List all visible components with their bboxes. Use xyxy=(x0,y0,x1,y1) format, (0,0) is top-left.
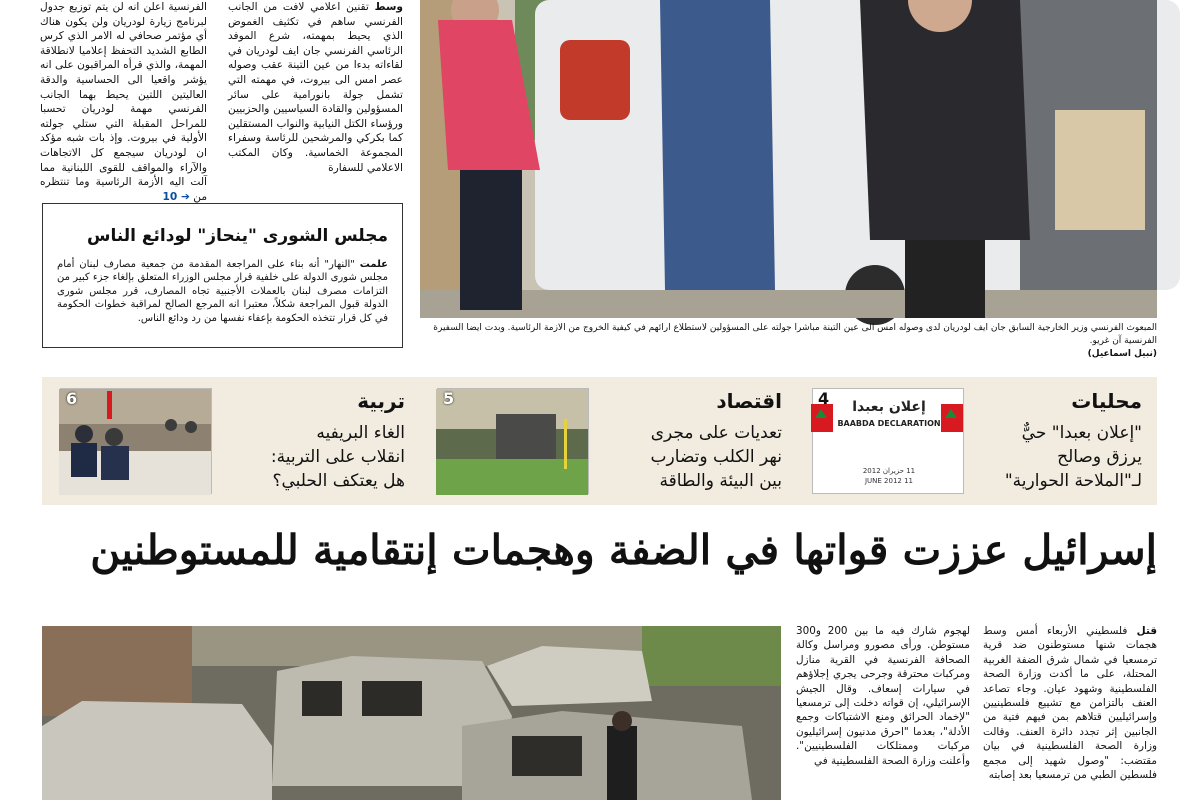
teaser-line: بين البيئة والطاقة xyxy=(659,471,782,491)
article-column-turmusaya xyxy=(983,624,1157,800)
shura-council-box[interactable] xyxy=(42,203,403,348)
page-number: 4 xyxy=(818,389,830,408)
page-number: 5 xyxy=(443,389,455,408)
teaser-line: هل يعتكف الحلبي؟ xyxy=(272,471,405,491)
teaser-economy[interactable] xyxy=(437,377,782,505)
continued-page-ref[interactable]: ➔ 10 xyxy=(162,190,190,203)
article-column-turmusaya-continued xyxy=(796,624,970,800)
main-headline[interactable]: إسرائيل عززت قواتها في الضفة وهجمات إنتقامية للمستوطنين xyxy=(90,526,1157,574)
thumb-date-en: 11 JUNE 2012 xyxy=(864,477,914,485)
teaser-text xyxy=(651,421,782,493)
teaser-text xyxy=(1005,421,1142,493)
teaser-text xyxy=(271,421,405,493)
teaser-education[interactable] xyxy=(60,377,405,505)
article-lead-word: وسط xyxy=(374,1,403,13)
photo-illustration xyxy=(420,0,1157,318)
box-text: "النهار" أنه بناء على المراجعة المقدمة من جمعية مصارف لبنان أمام مجلس شورى الدولة على خلفية قرار مجلس الوزراء المتعلق بإلغاء جزء كبير من التزامات مصرف لبنان بالعملات الأجنبية تجاه المصارف، قرر مجلس شورى الدولة قبول المراجعة شكلاً، معتبرا انه المرجع الصالح لمراقبة خطوات الحكومة في كل قرار تتخذه الحكومة بإعفاء نفسها من رد ودائع الناس. xyxy=(57,259,388,324)
burned-cars-photo xyxy=(42,626,781,800)
page-number: 6 xyxy=(66,389,78,408)
article-column-lodrian-continued xyxy=(40,0,207,203)
river-thumb xyxy=(437,388,589,494)
section-teasers-band xyxy=(42,377,1157,505)
teaser-line: تعديات على مجرى xyxy=(650,423,782,443)
teaser-line: يرزق وصالح xyxy=(1057,447,1142,467)
teaser-local[interactable] xyxy=(812,377,1142,505)
box-lead-word: علمت xyxy=(359,259,388,270)
thumb-subtitle: BAABDA DECLARATION xyxy=(837,419,941,428)
teaser-section: تربية xyxy=(357,389,405,413)
teaser-section: اقتصاد xyxy=(716,389,782,413)
box-body xyxy=(57,258,388,325)
teaser-line: الغاء البريفيه xyxy=(316,423,405,443)
river-illustration xyxy=(436,389,588,495)
teaser-line: لـ"الملاحة الحوارية" xyxy=(1004,471,1142,491)
photo-credit: (نبيل اسماعيل) xyxy=(1087,349,1157,359)
thumb-date-ar: 11 حزيران 2012 xyxy=(862,467,916,475)
box-title: مجلس الشورى "ينحاز" لودائع الناس xyxy=(87,226,388,246)
article-text: فلسطيني الأربعاء أمس وسط هجمات شنها مستوطنون ضد قرية ترمسعيا في شمال شرق الضفة الغربية المحتلة، على ما أكدت وزارة الصحة الفلسطينية وشهود عيان. وجاء تصاعد العنف بالتزامن مع تشييع فلسطينيين وإسرائيليين قتلاهم بمن فيهم فتية من الجانبين إثر تجدد دائرة العنف. وقالت وزارة الصحة الفلسطينية في بيان مقتضب: "وصول شهيد إلى مجمع فلسطين الطبي من ترمسعيا بعد إصابته xyxy=(983,625,1157,782)
meeting-illustration xyxy=(59,389,211,495)
photo-caption xyxy=(420,322,1157,361)
article-lead-word: قتل xyxy=(1136,625,1157,637)
teaser-line: انقلاب على التربية: xyxy=(270,447,405,467)
teaser-section: محليات xyxy=(1071,389,1142,413)
baabda-declaration-thumb xyxy=(812,388,964,494)
thumb-title: إعلان بعبدا xyxy=(852,399,926,415)
article-text: الفرنسية اعلن انه لن يتم توزيع جدول لبرنامج زيارة لودريان ولن يكون هناك أي مؤتمر صحافي له الامر الذي كرس الطابع الشديد التحفظ إعلاميا لانطلاقة المهمة، والذي قرأه المراقبون على انه يؤشر واقعيا الى الحساسية والدقة العاليتين اللتين يحيط بهما الجانب الفرنسي مهمة لودريان تحسبا للمراحل المقبلة التي ستلي جولته الأولية في بيروت. وإذ بات شبه مؤكد ان لودريان سيجمع كل الاتجاهات والآراء والمواقف للقوى اللبنانية مما آلت اليه الأزمة الرئاسية وما تنتظره من xyxy=(40,1,207,203)
article-text: تقنين اعلامي لافت من الجانب الفرنسي ساهم في تكثيف الغموض الذي يحيط بمهمته، شرع الموفد الرئاسي الفرنسي جان ايف لودريان في لقاءاته بدءا من عين التينة عقب وصوله عصر امس الى بيروت، في مهمته التي تشمل جولة بانورامية على سائر المسؤولين والقادة السياسيين والحزبيين ورؤساء الكتل النيابية والنواب المستقلين كما بكركي والمرشحين للرئاسة وسفراء المجموعة الخماسية. وكان المكتب الاعلامي للسفارة xyxy=(228,1,403,174)
teaser-line: "إعلان بعبدا" حيٌّ xyxy=(1021,423,1142,443)
teaser-line: نهر الكلب وتضارب xyxy=(650,447,782,467)
caption-text: المبعوث الفرنسي وزير الخارجية السابق جان ايف لودريان لدى وصوله امس الى عين التينة مباشرا جولته على المسؤولين لاستطلاع ارائهم في كيفية الخروج من الازمة الرئاسية. وبدت ايضا السفيرة الفرنسية آن غريو. xyxy=(433,323,1157,346)
cabinet-meeting-thumb xyxy=(60,388,212,494)
article-text: لهجوم شارك فيه ما بين 200 و300 مستوطن. ورأى مصورو ومراسل وكالة الصحافة الفرنسية في القرية منازل ومركبات محترقة وجرحى يجري إجلاؤهم في سيارات إسعاف. وقال الجيش الإسرائيلي، إن قواته دخلت إلى ترمسعيا "لإخماد الحرائق ومنع الاشتباكات وجمع الأدلة"، بعدما "احرق مدنيون إسرائيليون مركبات وممتلكات الفلسطينيين". وأعلنت وزارة الصحة الفلسطينية في xyxy=(796,625,970,767)
lodrian-arrival-photo xyxy=(420,0,1157,318)
burned-cars-illustration xyxy=(42,626,781,800)
article-column-lodrian xyxy=(228,0,403,186)
